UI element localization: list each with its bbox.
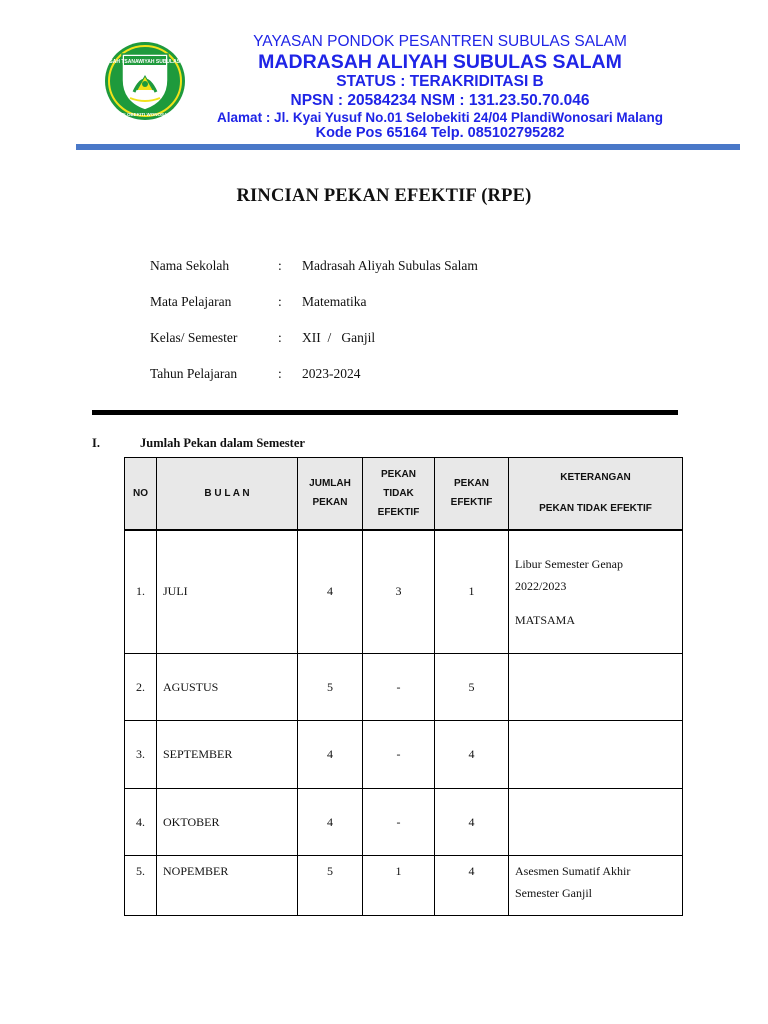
info-value: XII / Ganjil: [302, 330, 376, 345]
cell-efektif: 4: [435, 721, 509, 789]
cell-no: 3.: [125, 721, 157, 789]
cell-tidak-efektif: 1: [363, 856, 435, 916]
info-colon: :: [278, 294, 282, 309]
section-number: I.: [92, 436, 100, 450]
cell-no: 5.: [125, 856, 157, 916]
document-title: RINCIAN PEKAN EFEKTIF (RPE): [236, 186, 532, 206]
school-name: MADRASAH ALIYAH SUBULAS SALAM: [258, 51, 622, 73]
cell-efektif: 5: [435, 654, 509, 721]
header-line: EFEKTIF: [450, 497, 493, 509]
info-value: Madrasah Aliyah Subulas Salam: [302, 258, 478, 273]
cell-jumlah: 5: [298, 654, 363, 721]
header-line: JUMLAH: [309, 478, 351, 490]
cell-no: 2.: [125, 654, 157, 721]
foundation-name: YAYASAN PONDOK PESANTREN SUBULAS SALAM: [253, 33, 627, 50]
cell-efektif: 4: [435, 789, 509, 856]
logo-text-top: MADRASAH TSANAWIYAH SUBULAS SALAM: [90, 59, 200, 65]
header-line: PEKAN: [312, 497, 348, 509]
cell-bulan: SEPTEMBER: [157, 721, 298, 789]
section-divider: [92, 410, 678, 415]
info-colon: :: [278, 330, 282, 345]
header-line: PEKAN: [453, 478, 489, 490]
header-line: KETERANGAN: [560, 472, 631, 484]
letterhead-divider: [76, 144, 740, 150]
header-line: EFEKTIF: [377, 506, 420, 518]
npsn-nsm: NPSN : 20584234 NSM : 131.23.50.70.046: [290, 92, 590, 109]
table-row: [125, 789, 683, 856]
school-address: Alamat : Jl. Kyai Yusuf No.01 Selobekiti 24/04 PlandiWonosari Malang: [217, 110, 663, 125]
cell-bulan: AGUSTUS: [157, 654, 298, 721]
postal-phone: Kode Pos 65164 Telp. 085102795282: [315, 125, 565, 141]
effective-weeks-table: [124, 457, 683, 916]
cell-efektif: 4: [435, 856, 509, 916]
cell-jumlah: 4: [298, 530, 363, 654]
cell-bulan: JULI: [157, 530, 298, 654]
keterangan-line: 2022/2023: [515, 578, 567, 593]
cell-keterangan: [509, 654, 683, 721]
table-row: [125, 530, 683, 654]
info-colon: :: [278, 258, 282, 273]
table-row: [125, 856, 683, 916]
header-no: NO: [125, 458, 157, 530]
cell-tidak-efektif: -: [363, 654, 435, 721]
section-title: Jumlah Pekan dalam Semester: [140, 436, 305, 450]
info-colon: :: [278, 366, 282, 381]
info-label: Nama Sekolah: [150, 258, 230, 273]
cell-no: 1.: [125, 530, 157, 654]
keterangan-line: Libur Semester Genap: [515, 556, 623, 571]
cell-jumlah: 4: [298, 789, 363, 856]
cell-tidak-efektif: 3: [363, 530, 435, 654]
cell-jumlah: 4: [298, 721, 363, 789]
info-value: Matematika: [302, 294, 367, 309]
header-line: TIDAK: [383, 487, 414, 499]
header-pekan-tidak-efektif: [363, 458, 435, 530]
header-line: PEKAN: [380, 468, 416, 480]
info-value: 2023-2024: [302, 366, 361, 381]
cell-bulan: OKTOBER: [157, 789, 298, 856]
cell-no: 4.: [125, 789, 157, 856]
info-label: Tahun Pelajaran: [150, 366, 238, 381]
table-header-row: [125, 458, 683, 530]
header-bulan: B U L A N: [157, 458, 298, 530]
accreditation-status: STATUS : TERAKRIDITASI B: [336, 73, 544, 90]
cell-jumlah: 5: [298, 856, 363, 916]
cell-efektif: 1: [435, 530, 509, 654]
keterangan-line: Asesmen Sumatif Akhir: [515, 864, 631, 878]
school-logo: [90, 40, 200, 122]
logo-text-bottom: SELOBEKITI WONOSARI: [118, 112, 172, 117]
cell-tidak-efektif: -: [363, 789, 435, 856]
keterangan-line: MATSAMA: [515, 612, 576, 627]
keterangan-line: Semester Ganjil: [515, 886, 592, 900]
cell-keterangan: [509, 530, 683, 654]
header-jumlah-pekan: [298, 458, 363, 530]
header-line: PEKAN TIDAK EFEKTIF: [539, 503, 652, 515]
cell-keterangan: [509, 789, 683, 856]
table-row: [125, 654, 683, 721]
cell-keterangan: [509, 856, 683, 916]
cell-tidak-efektif: -: [363, 721, 435, 789]
header-keterangan: [509, 458, 683, 530]
header-pekan-efektif: [435, 458, 509, 530]
info-label: Mata Pelajaran: [150, 294, 232, 309]
info-label: Kelas/ Semester: [150, 330, 238, 345]
cell-bulan: NOPEMBER: [157, 856, 298, 916]
cell-keterangan: [509, 721, 683, 789]
table-row: [125, 721, 683, 789]
